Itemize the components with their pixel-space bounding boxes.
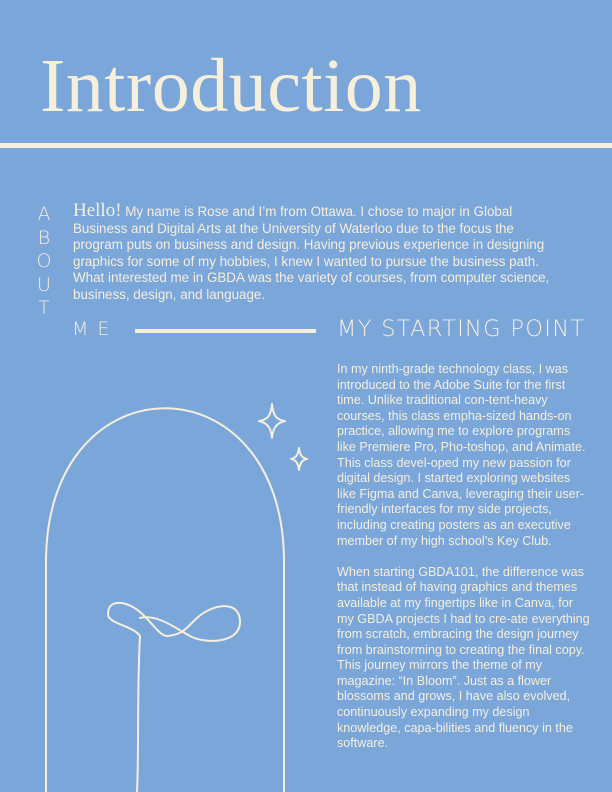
about-letter: A [37, 203, 51, 225]
sparkle-icon [291, 448, 307, 470]
about-letter: T [38, 297, 50, 319]
arch-frame-icon [46, 408, 284, 792]
me-label: ME [72, 318, 119, 340]
intro-greeting: Hello! [73, 200, 122, 221]
me-divider [135, 329, 316, 333]
about-letter: B [37, 226, 51, 249]
page-title: Introduction [40, 44, 422, 128]
sprout-icon [108, 603, 240, 792]
vertical-about-label [36, 203, 52, 321]
body-column [337, 362, 590, 767]
section-heading: MY STARTING POINT [337, 316, 586, 342]
about-letter: U [37, 273, 51, 296]
intro-paragraph [73, 200, 563, 304]
sparkle-icon [259, 404, 285, 438]
body-paragraph: In my ninth-grade technology class, I was introduced to the Adobe Suite for the first time. Unlike traditional con-tent-heavy courses, this class empha-sized hands-on practice, allowing me to explore programs like Premiere Pro, Pho-toshop, and Animate. This class devel-oped my new passion for digital design. I started exploring websites like Figma and Canva, leveraging their user-friendly interfaces for my side projects, including creating posters as an executive member of my high school’s Key Club. [337, 362, 586, 548]
intro-text: My name is Rose and I’m from Ottawa. I chose to major in Global Business and Digital Arts at the University of Waterloo due to the focus the program puts on business and design. Having previous experience in designing graphics for some of my hobbies, I knew I wanted to pursue the business path. What interested me in GBDA was the variety of courses, from computer science, business, design, and language. [73, 204, 550, 302]
about-letter: O [36, 250, 52, 272]
title-divider [0, 143, 612, 148]
illustration [0, 392, 330, 792]
body-paragraph: When starting GBDA101, the difference was that instead of having graphics and themes available at my fingertips like in Canva, for my GBDA projects I had to cre-ate everything from scratch, embracing the design journey from brainstorming to creating the final copy. This journey mirrors the theme of my magazine: “In Bloom”. Just as a flower blossoms and grows, I have also evolved, continuously expanding my design knowledge, capa-bilities and fluency in the software. [337, 564, 590, 751]
